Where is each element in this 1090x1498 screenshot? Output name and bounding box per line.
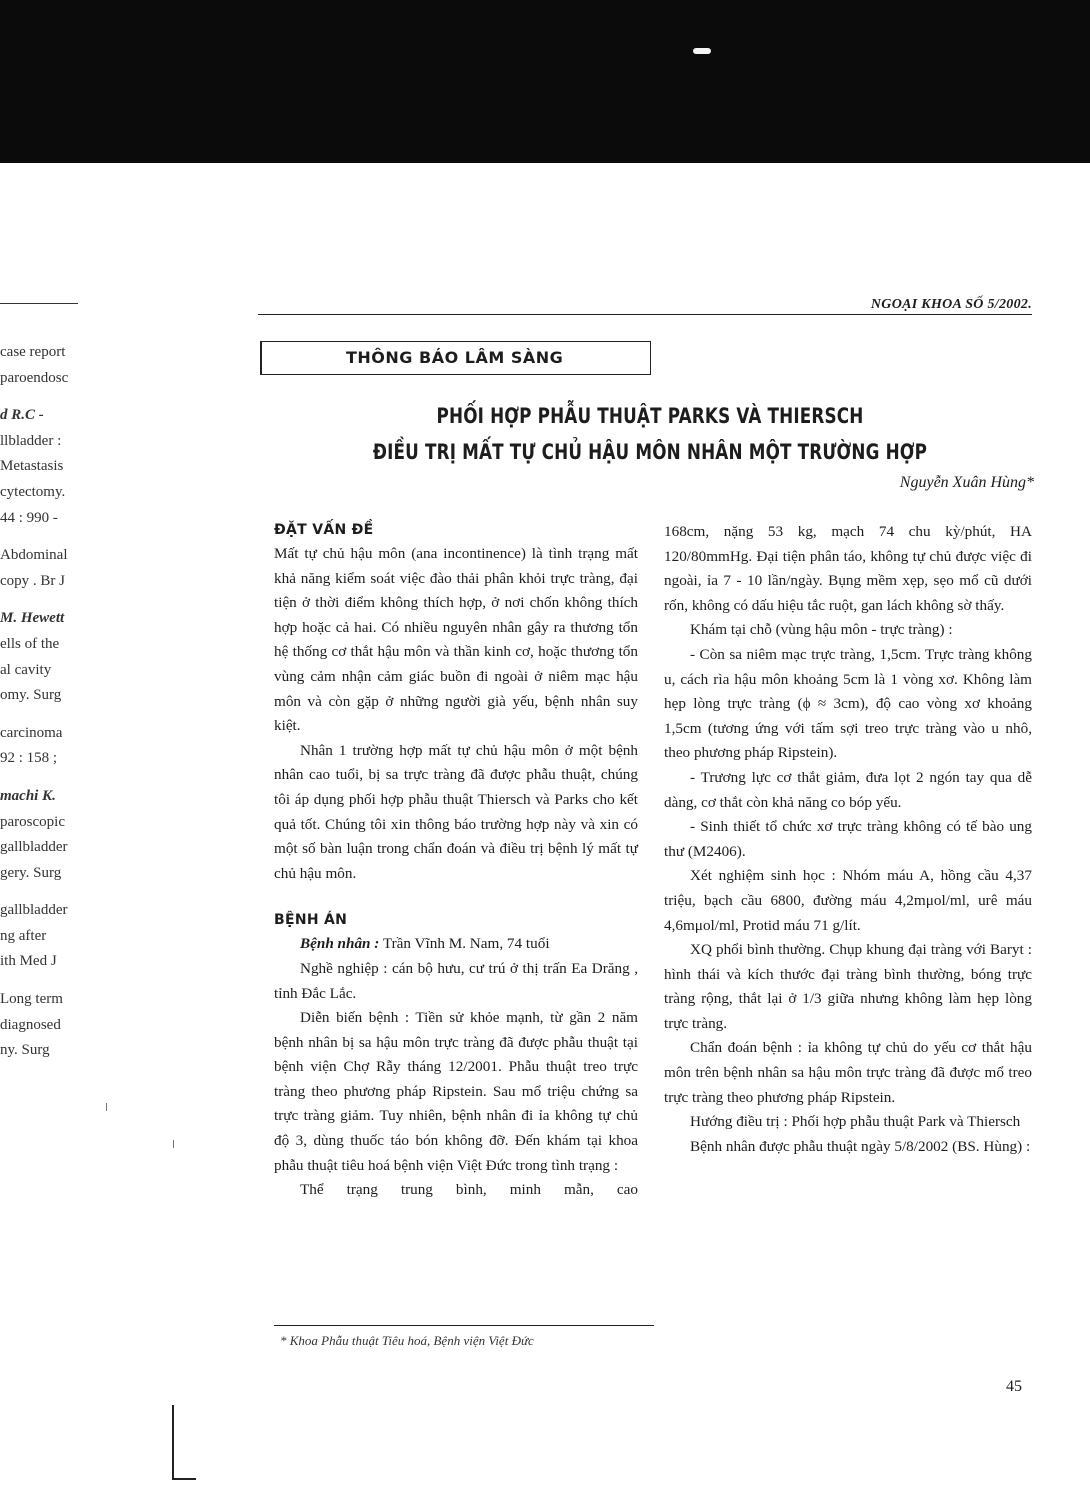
section-label: THÔNG BÁO LÂM SÀNG xyxy=(346,348,564,367)
patient-label: Bệnh nhân : xyxy=(300,935,380,953)
margin-line: ng after xyxy=(0,927,47,944)
journal-header: NGOẠI KHOA SỐ 5/2002. xyxy=(870,297,1032,312)
paragraph: XQ phổi bình thường. Chụp khung đại tràng với Baryt : hình thái và kích thước đại tràng bình thường, bóng trực tràng rộng, thắt lại ở 1/3 giữa nhưng không làm hẹp lòng trực tràng. xyxy=(664,941,1032,1032)
margin-gap xyxy=(0,772,82,784)
paragraph: - Trương lực cơ thắt giảm, đưa lọt 2 ngón tay qua dễ dàng, cơ thắt còn khả năng co bóp yếu. xyxy=(664,768,1032,811)
article-title-line-2: ĐIỀU TRỊ MẤT TỰ CHỦ HẬU MÔN NHÂN MỘT TRƯỜNG HỢP xyxy=(372,440,928,464)
paragraph: Nghề nghiệp : cán bộ hưu, cư trú ở thị trấn Ea Drăng , tỉnh Đắc Lắc. xyxy=(274,959,638,1002)
margin-gap xyxy=(0,391,82,403)
paragraph: Chẩn đoán bệnh : ỉa không tự chủ do yếu cơ thắt hậu môn trên bệnh nhân sa hậu môn trực tràng đã được mổ treo trực tràng theo phương pháp Ripstein. xyxy=(664,1039,1032,1106)
footnote-rule xyxy=(274,1325,654,1326)
paragraph: Mất tự chủ hậu môn (ana incontinence) là tình trạng mất khả năng kiểm soát việc đào thải phân khỏi trực tràng, đại tiện ở thời điểm không thích hợp, ở nơi chốn không thích hợp hoặc cả hai. Có nhiều nguyên nhân gây ra thương tổn hệ thống cơ thắt hậu môn và thần kinh cơ, hoặc thương tổn vùng cảm nhận cảm giác buồn đi ngoài ở niêm mạc hậu môn và còn gặp ở những người già yếu, bệnh nhân suy kiệt. xyxy=(274,545,638,735)
margin-line: al cavity xyxy=(0,661,52,678)
paragraph: Thể trạng trung bình, minh mẫn, cao xyxy=(300,1181,638,1199)
margin-gap xyxy=(0,594,82,606)
margin-line: omy. Surg xyxy=(0,687,62,704)
margin-line: gery. Surg xyxy=(0,864,62,881)
paragraph: Bệnh nhân được phẫu thuật ngày 5/8/2002 (BS. Hùng) : xyxy=(690,1137,1031,1155)
paragraph: Khám tại chỗ (vùng hậu môn - trực tràng) : xyxy=(690,621,953,639)
margin-line: gallbladder xyxy=(0,839,68,856)
article-title-line-1: PHỐI HỢP PHẪU THUẬT PARKS VÀ THIERSCH xyxy=(436,404,864,428)
heading-dat-van-de: ĐẶT VẤN ĐỀ xyxy=(274,522,374,538)
patient-line xyxy=(274,932,638,957)
left-margin-text xyxy=(0,340,82,1064)
column-right xyxy=(664,520,1032,1159)
paragraph: - Sinh thiết tổ chức xơ trực tràng không có tế bào ung thư (M2406). xyxy=(664,818,1032,860)
margin-line: machi K. xyxy=(0,787,56,804)
margin-line: Long term xyxy=(0,991,63,1008)
margin-line: ith Med J xyxy=(0,953,57,970)
margin-line: 92 : 158 ; xyxy=(0,750,58,767)
paragraph: 168cm, nặng 53 kg, mạch 74 chu kỳ/phút, HA 120/80mmHg. Đại tiện phân táo, không tự chủ được việc đi ngoài, ỉa 7 - 10 lần/ngày. Bụng mềm xẹp, sẹo mổ cũ dưới rốn, không có dấu hiệu tắc ruột, gan lách không sờ thấy. xyxy=(664,523,1032,614)
column-left xyxy=(274,518,638,1203)
scan-artifact xyxy=(693,48,711,54)
scan-artifact xyxy=(106,1103,107,1111)
margin-line: case report xyxy=(0,344,66,360)
margin-line: ny. Surg xyxy=(0,1042,50,1059)
margin-line: copy . Br J xyxy=(0,572,65,589)
margin-line: llbladder : xyxy=(0,432,62,449)
margin-gap xyxy=(0,975,82,987)
margin-line: gallbladder xyxy=(0,902,68,919)
margin-line: 44 : 990 - xyxy=(0,509,58,526)
margin-line: cytectomy. xyxy=(0,483,66,500)
margin-gap xyxy=(0,886,82,898)
margin-gap xyxy=(0,531,82,543)
margin-line: diagnosed xyxy=(0,1016,61,1033)
paragraph: Xét nghiệm sinh học : Nhóm máu A, hồng cầu 4,37 triệu, bạch cầu 6800, đường máu 4,2mμol/ml, urê máu 4,6mμol/ml, Protid máu 71 g/lít. xyxy=(664,867,1032,934)
header-rule xyxy=(258,314,1032,315)
margin-gap xyxy=(0,709,82,721)
margin-line: paroscopic xyxy=(0,813,65,830)
crop-mark xyxy=(172,1405,174,1480)
patient-value: Trần Vĩnh M. Nam, 74 tuổi xyxy=(379,935,550,953)
heading-benh-an: BỆNH ÁN xyxy=(274,912,348,929)
crop-mark xyxy=(172,1478,196,1480)
section-label-box xyxy=(260,341,651,375)
footnote: * Khoa Phẫu thuật Tiêu hoá, Bệnh viện Việt Đức xyxy=(280,1333,534,1348)
margin-line: M. Hewett xyxy=(0,610,65,627)
margin-line: Metastasis xyxy=(0,458,64,475)
left-margin-rule xyxy=(0,303,78,304)
scan-dark-band xyxy=(0,0,1090,163)
margin-line: ells of the xyxy=(0,635,60,652)
author: Nguyễn Xuân Hùng* xyxy=(899,474,1034,491)
paragraph: Nhân 1 trường hợp mất tự chủ hậu môn ở một bệnh nhân cao tuổi, bị sa trực tràng đã được phẫu thuật, chúng tôi áp dụng phối hợp phẫu thuật Thiersch và Parks cho kết quả tốt. Chúng tôi xin thông báo trường hợp này và xin có một số bàn luận trong chẩn đoán và điều trị bệnh lý mất tự chủ hậu môn. xyxy=(274,741,638,882)
paragraph: Diễn biến bệnh : Tiền sử khỏe mạnh, từ gần 2 năm bệnh nhân bị sa hậu môn trực tràng đã được phẫu thuật tại bệnh viện Chợ Rẫy tháng 12/2001. Phẫu thuật treo trực tràng theo phương pháp Ripstein. Sau mổ triệu chứng sa trực tràng giảm. Tuy nhiên, bệnh nhân đi ỉa không tự chủ độ 3, dùng thuốc táo bón không đỡ. Đến khám tại khoa phẫu thuật tiêu hoá bệnh viện Việt Đức trong tình trạng : xyxy=(274,1009,638,1174)
margin-line: Abdominal xyxy=(0,547,68,564)
margin-line: paroendosc xyxy=(0,369,69,386)
page-number: 45 xyxy=(1006,1378,1022,1395)
paragraph: - Còn sa niêm mạc trực tràng, 1,5cm. Trực tràng không u, cách rìa hậu môn khoảng 5cm là 1 vòng xơ. Không làm hẹp lòng trực tràng (ϕ ≈ 3cm), độ cao vòng xơ khoảng 1,5cm (tương ứng với tấm sợi treo trực tràng vào u nhô, theo phương pháp Ripstein). xyxy=(664,645,1032,762)
margin-line: carcinoma xyxy=(0,724,63,741)
margin-line: d R.C - xyxy=(0,407,44,424)
paragraph: Hướng điều trị : Phối hợp phẫu thuật Park và Thiersch xyxy=(690,1113,1021,1131)
scan-artifact xyxy=(173,1140,174,1148)
